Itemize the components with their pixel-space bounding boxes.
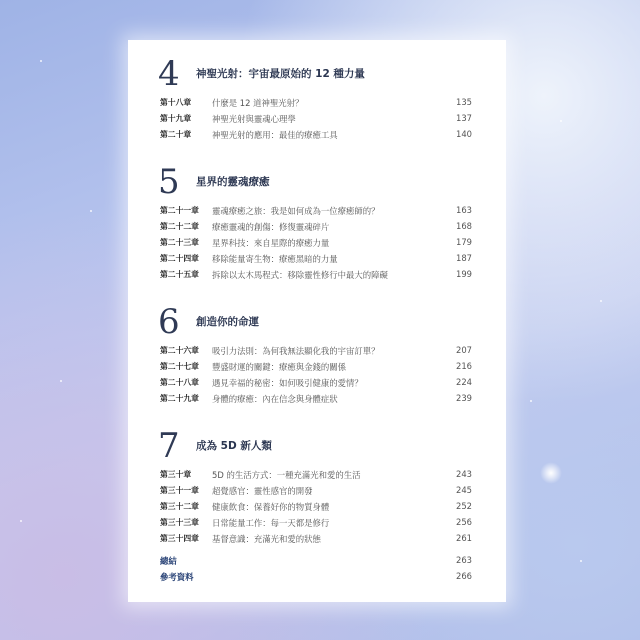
bright-star — [540, 462, 562, 484]
toc-row[interactable] — [128, 218, 506, 234]
page-number: 199 — [456, 269, 472, 279]
chapter-label: 第二十七章 — [160, 362, 199, 371]
toc-row[interactable] — [128, 266, 506, 282]
star — [580, 560, 582, 562]
summary-label: 總結 — [160, 556, 177, 566]
page-number: 243 — [456, 469, 472, 479]
chapter-title: 移除能量寄生物：療癒黑暗的力量 — [212, 254, 338, 264]
end-matter — [128, 552, 506, 584]
toc-row[interactable] — [128, 110, 506, 126]
page-number: 168 — [456, 221, 472, 231]
toc-row[interactable] — [128, 374, 506, 390]
toc-section — [128, 54, 506, 142]
chapter-title: 5D 的生活方式：一種充滿光和愛的生活 — [212, 470, 361, 480]
toc-row[interactable] — [128, 250, 506, 266]
chapter-label: 第二十二章 — [160, 222, 199, 231]
chapter-title: 遇見幸福的秘密：如何吸引健康的愛情？ — [212, 378, 363, 388]
chapter-title: 豐盛財運的關鍵：療癒與金錢的關係 — [212, 362, 346, 372]
toc-page — [128, 40, 506, 602]
toc-row[interactable] — [128, 202, 506, 218]
page-number: 261 — [456, 533, 472, 543]
section-header — [128, 302, 506, 342]
page-number: 252 — [456, 501, 472, 511]
chapter-label: 第十八章 — [160, 98, 192, 107]
page-number: 245 — [456, 485, 472, 495]
chapter-title: 靈魂療癒之旅：我是如何成為一位療癒師的？ — [212, 206, 380, 216]
chapter-label: 第二十八章 — [160, 378, 199, 387]
page-number: 256 — [456, 517, 472, 527]
star — [90, 210, 92, 212]
chapter-title: 神聖光射的應用：最佳的療癒工具 — [212, 130, 338, 140]
page-number: 163 — [456, 205, 472, 215]
chapter-title: 拆除以太木馬程式：移除靈性修行中最大的障礙 — [212, 270, 388, 280]
chapter-label: 第三十章 — [160, 470, 192, 479]
toc-row[interactable] — [128, 94, 506, 110]
toc-row-summary[interactable] — [128, 552, 506, 568]
page-number: 224 — [456, 377, 472, 387]
chapter-label: 第十九章 — [160, 114, 192, 123]
star — [600, 300, 602, 302]
toc-row[interactable] — [128, 390, 506, 406]
toc-row[interactable] — [128, 342, 506, 358]
chapter-title: 吸引力法則：為何我無法顯化我的宇宙訂單？ — [212, 346, 380, 356]
star — [20, 520, 22, 522]
chapter-label: 第二十一章 — [160, 206, 199, 215]
page-number: 207 — [456, 345, 472, 355]
toc-row[interactable] — [128, 498, 506, 514]
toc-row[interactable] — [128, 530, 506, 546]
section-number: 7 — [158, 426, 180, 466]
section-title: 星界的靈魂療癒 — [196, 176, 270, 188]
page-number: 137 — [456, 113, 472, 123]
star — [530, 400, 532, 402]
toc-section — [128, 302, 506, 406]
chapter-title: 日常能量工作：每一天都是修行 — [212, 518, 330, 528]
references-label: 參考資料 — [160, 572, 194, 582]
chapter-label: 第二十六章 — [160, 346, 199, 355]
chapter-title: 身體的療癒：內在信念與身體症狀 — [212, 394, 338, 404]
section-number: 5 — [158, 162, 180, 202]
chapter-label: 第三十一章 — [160, 486, 199, 495]
chapter-title: 健康飲食：保養好你的物質身體 — [212, 502, 330, 512]
star — [560, 120, 562, 122]
section-header — [128, 426, 506, 466]
page-number: 179 — [456, 237, 472, 247]
chapter-title: 神聖光射與靈魂心理學 — [212, 114, 296, 124]
section-number: 6 — [158, 302, 180, 342]
chapter-label: 第二十五章 — [160, 270, 199, 279]
page-number: 239 — [456, 393, 472, 403]
page-number: 266 — [456, 571, 472, 581]
toc-row[interactable] — [128, 466, 506, 482]
page-number: 187 — [456, 253, 472, 263]
chapter-label: 第二十九章 — [160, 394, 199, 403]
chapter-title: 超覺感官：靈性感官的開發 — [212, 486, 313, 496]
chapter-label: 第三十四章 — [160, 534, 199, 543]
chapter-label: 第二十章 — [160, 130, 192, 139]
chapter-title: 療癒靈魂的創傷：修復靈魂碎片 — [212, 222, 330, 232]
star — [40, 60, 42, 62]
page-number: 263 — [456, 555, 472, 565]
star — [60, 380, 62, 382]
chapter-title: 什麼是 12 道神聖光射？ — [212, 98, 304, 108]
section-title: 成為 5D 新人類 — [196, 440, 272, 452]
toc-row-references[interactable] — [128, 568, 506, 584]
toc-row[interactable] — [128, 482, 506, 498]
section-header — [128, 54, 506, 94]
section-title: 創造你的命運 — [196, 316, 259, 328]
chapter-label: 第二十三章 — [160, 238, 199, 247]
toc-row[interactable] — [128, 126, 506, 142]
chapter-label: 第三十二章 — [160, 502, 199, 511]
chapter-label: 第二十四章 — [160, 254, 199, 263]
section-number: 4 — [158, 54, 180, 94]
page-number: 216 — [456, 361, 472, 371]
section-title: 神聖光射：宇宙最原始的 12 種力量 — [196, 68, 365, 80]
toc-section — [128, 162, 506, 282]
toc-row[interactable] — [128, 514, 506, 530]
toc-row[interactable] — [128, 234, 506, 250]
toc-section — [128, 426, 506, 546]
section-header — [128, 162, 506, 202]
chapter-label: 第三十三章 — [160, 518, 199, 527]
page-number: 140 — [456, 129, 472, 139]
chapter-title: 星界科技：來自星際的療癒力量 — [212, 238, 330, 248]
chapter-title: 基督意識：充滿光和愛的狀態 — [212, 534, 321, 544]
toc-row[interactable] — [128, 358, 506, 374]
page-number: 135 — [456, 97, 472, 107]
